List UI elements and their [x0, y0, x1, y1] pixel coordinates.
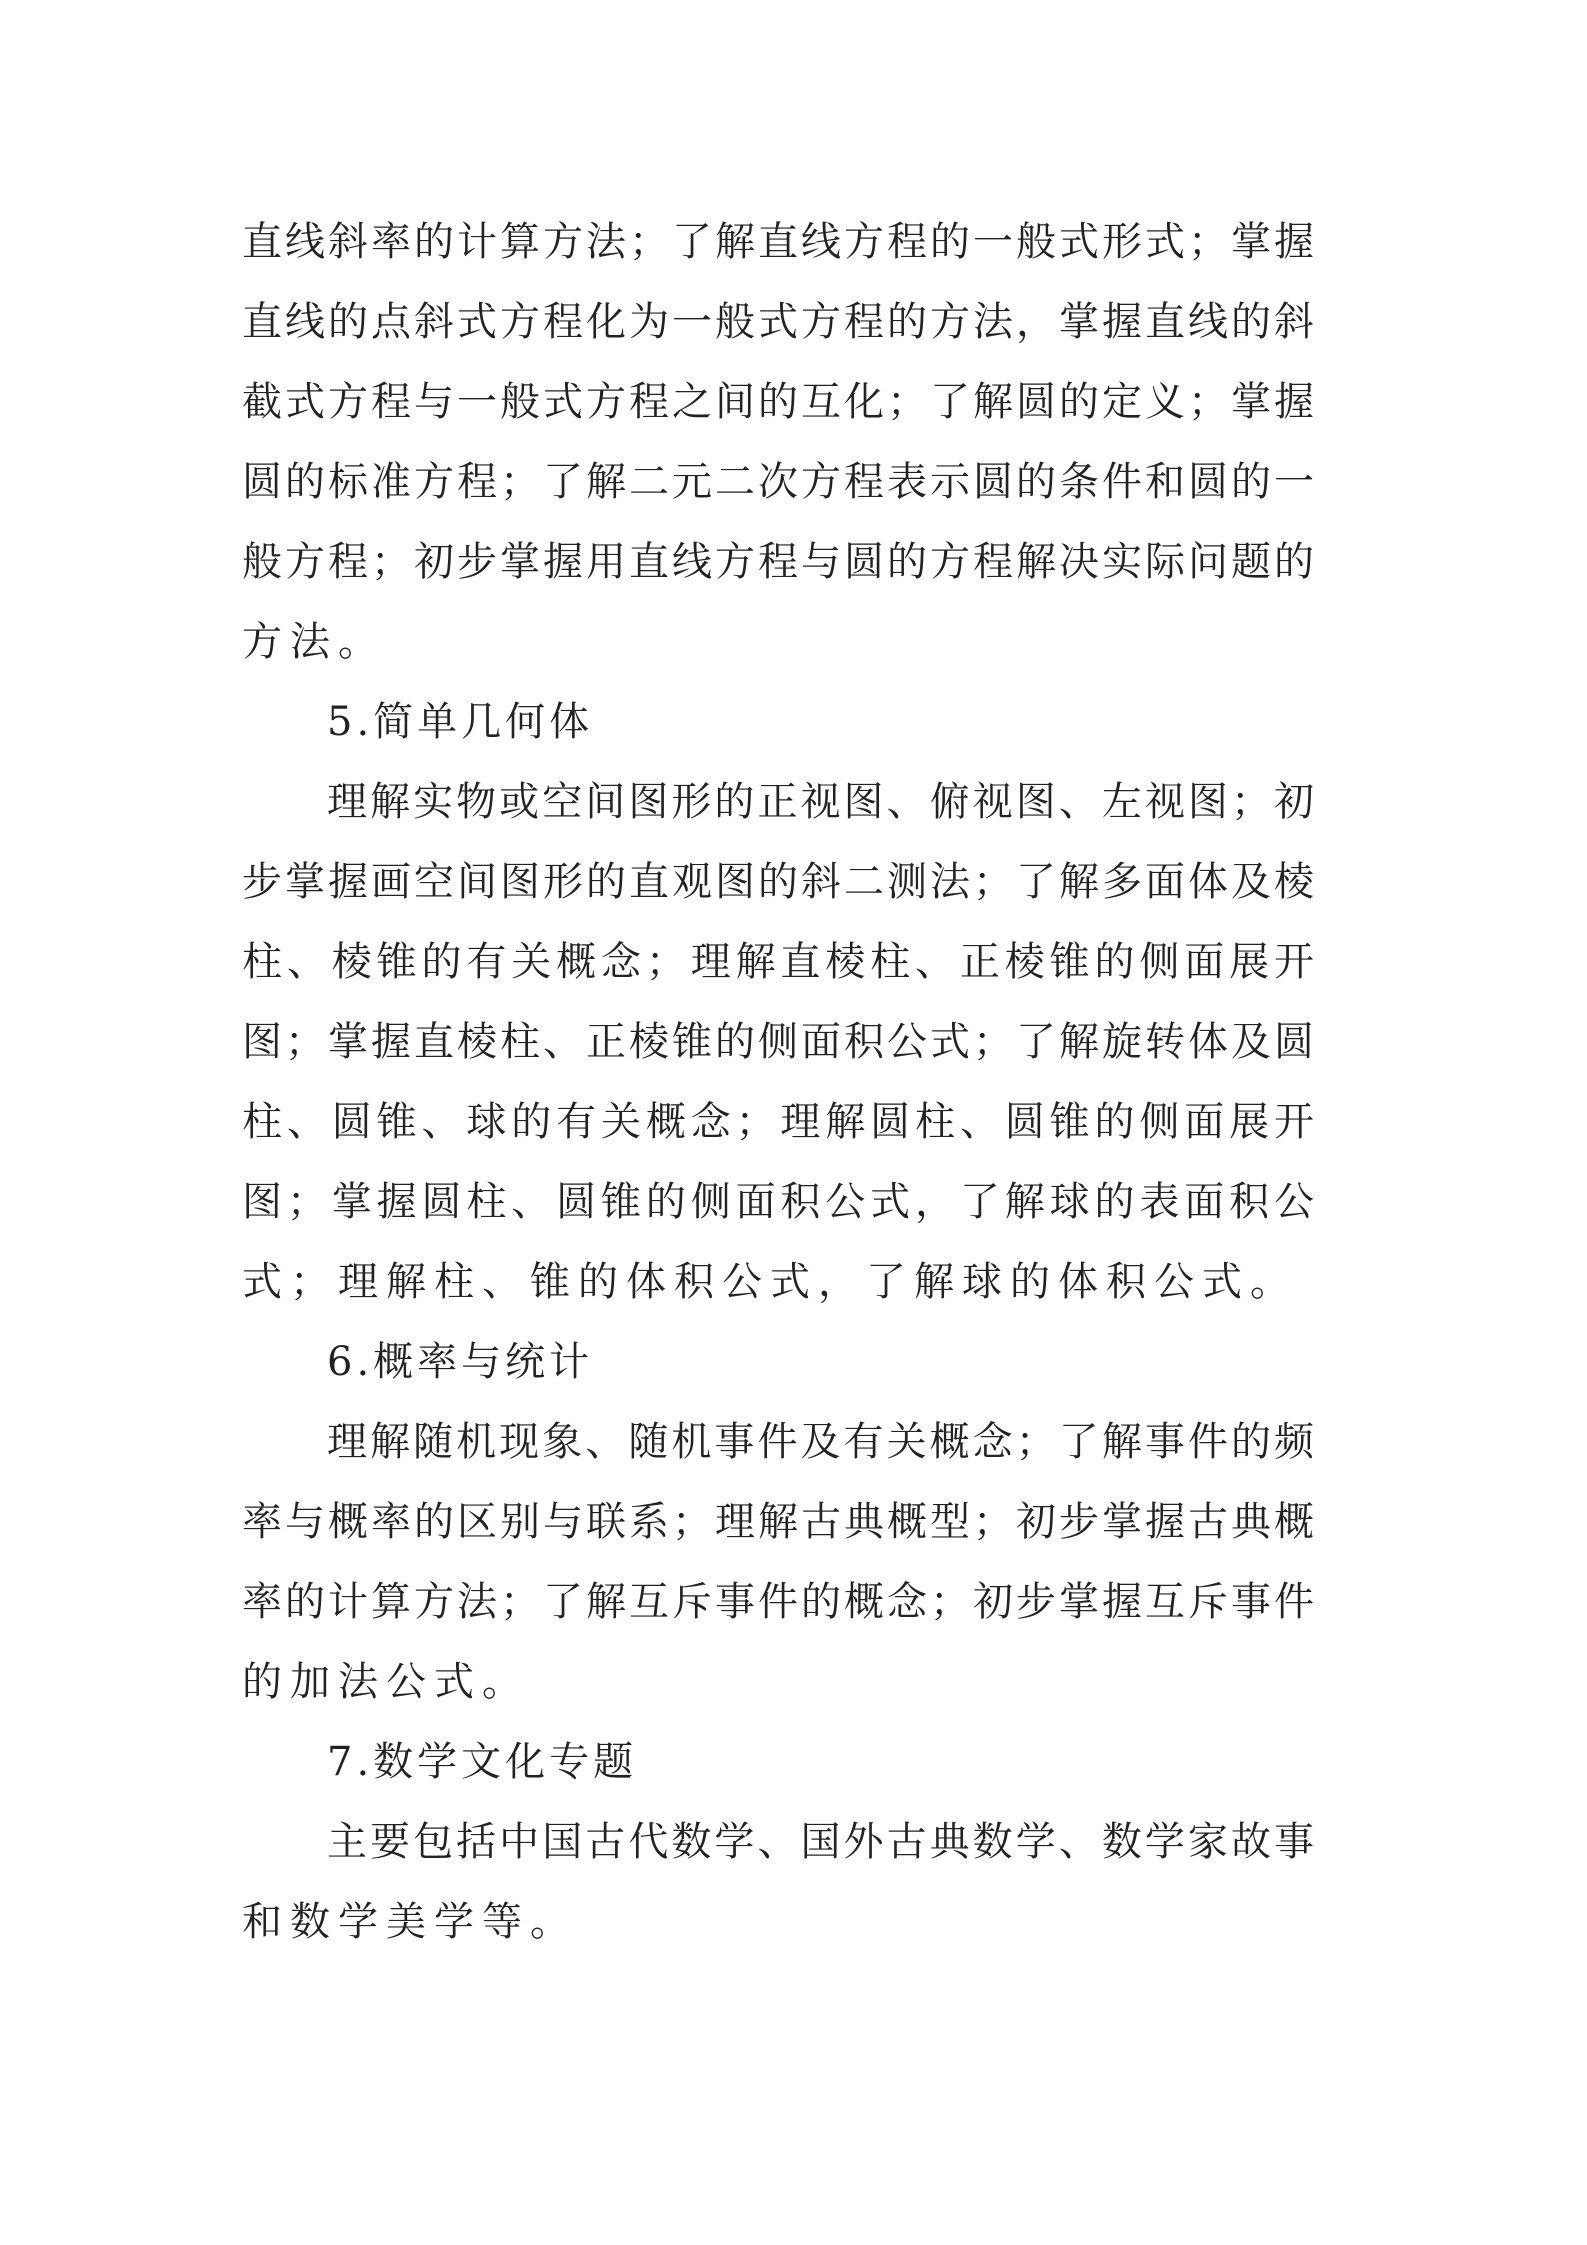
paragraph-line: 柱、棱锥的有关概念；理解直棱柱、正棱锥的侧面展开 — [242, 939, 1314, 985]
section-heading-simple-solids: 5.简单几何体 — [327, 699, 594, 745]
paragraph-line: 和数学美学等。 — [242, 1899, 578, 1945]
section-heading-probability-statistics: 6.概率与统计 — [327, 1339, 594, 1385]
paragraph-line: 直线斜率的计算方法；了解直线方程的一般式形式；掌握 — [242, 219, 1314, 265]
paragraph-line: 步掌握画空间图形的直观图的斜二测法；了解多面体及棱 — [242, 859, 1314, 905]
paragraph-line: 图；掌握直棱柱、正棱锥的侧面积公式；了解旋转体及圆 — [242, 1019, 1314, 1065]
paragraph-line: 式；理解柱、锥的体积公式，了解球的体积公式。 — [242, 1259, 1298, 1305]
paragraph-line: 图；掌握圆柱、圆锥的侧面积公式，了解球的表面积公 — [242, 1179, 1314, 1225]
paragraph-line: 理解实物或空间图形的正视图、俯视图、左视图；初 — [327, 779, 1314, 825]
paragraph-line: 率的计算方法；了解互斥事件的概念；初步掌握互斥事件 — [242, 1579, 1314, 1625]
paragraph-line: 理解随机现象、随机事件及有关概念；了解事件的频 — [327, 1419, 1314, 1465]
paragraph-line: 般方程；初步掌握用直线方程与圆的方程解决实际问题的 — [242, 539, 1314, 585]
paragraph-line: 直线的点斜式方程化为一般式方程的方法，掌握直线的斜 — [242, 299, 1314, 345]
section-heading-math-culture: 7.数学文化专题 — [327, 1739, 638, 1785]
paragraph-line: 主要包括中国古代数学、国外古典数学、数学家故事 — [327, 1819, 1314, 1865]
paragraph-line: 方法。 — [242, 619, 386, 665]
paragraph-line: 的加法公式。 — [242, 1659, 530, 1705]
paragraph-line: 圆的标准方程；了解二元二次方程表示圆的条件和圆的一 — [242, 459, 1314, 505]
paragraph-line: 柱、圆锥、球的有关概念；理解圆柱、圆锥的侧面展开 — [242, 1099, 1314, 1145]
paragraph-line: 率与概率的区别与联系；理解古典概型；初步掌握古典概 — [242, 1499, 1314, 1545]
paragraph-line: 截式方程与一般式方程之间的互化；了解圆的定义；掌握 — [242, 379, 1314, 425]
